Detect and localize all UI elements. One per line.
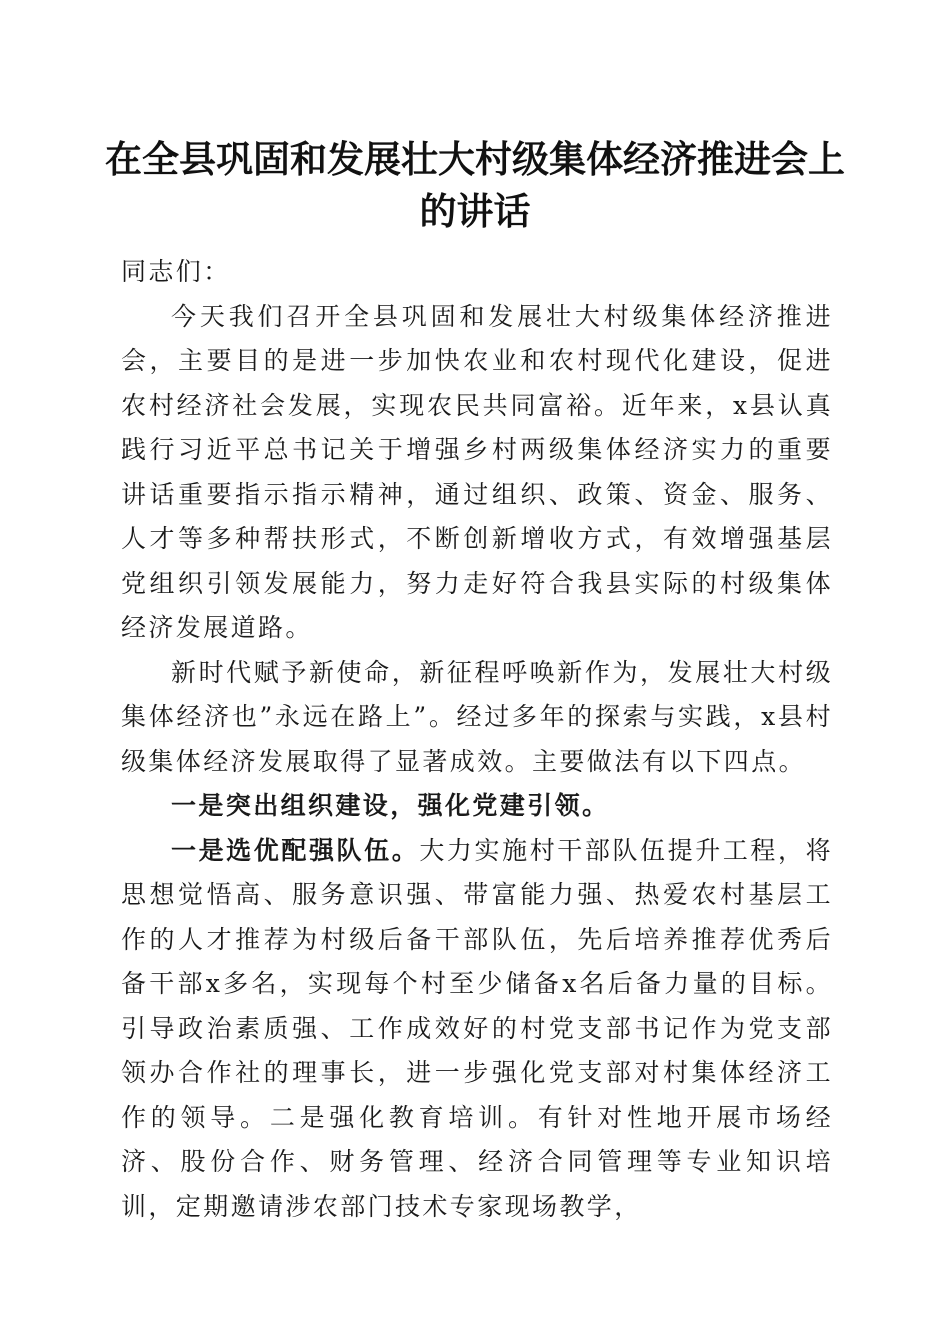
paragraph-1: 今天我们召开全县巩固和发展壮大村级集体经济推进会，主要目的是进一步加快农业和农村现代化建设，促进农村经济社会发展，实现农民共同富裕。近年来，x县认真践行习近平总书记关于增强乡村两级集体经济实力的重要讲话重要指示指示精神，通过组织、政策、资金、服务、人才等多种帮扶形式，不断创新增收方式，有效增强基层党组织引领发展能力，努力走好符合我县实际的村级集体经济发展道路。 xyxy=(121,301,833,642)
paragraph-3 xyxy=(121,829,833,1230)
document-title xyxy=(100,133,850,237)
document-body xyxy=(121,250,833,1229)
section-heading-1: 一是突出组织建设，强化党建引领。 xyxy=(171,791,610,820)
paragraph-3-text: 大力实施村干部队伍提升工程，将思想觉悟高、服务意识强、带富能力强、热爱农村基层工作的人才推荐为村级后备干部队伍，先后培养推荐优秀后备干部x多名，实现每个村至少储备x名后备力量的目标。引导政治素质强、工作成效好的村党支部书记作为党支部领办合作社的理事长，进一步强化党支部对村集体经济工作的领导。二是强化教育培训。有针对性地开展市场经济、股份合作、财务管理、经济合同管理等专业知识培训，定期邀请涉农部门技术专家现场教学， xyxy=(121,835,833,1221)
paragraph-3-lead: 一是选优配强队伍。 xyxy=(171,835,420,865)
paragraph-2: 新时代赋予新使命，新征程呼唤新作为，发展壮大村级集体经济也”永远在路上”。经过多年的探索与实践，x县村级集体经济发展取得了显著成效。主要做法有以下四点。 xyxy=(121,657,833,776)
salutation: 同志们： xyxy=(121,257,231,286)
title-line-2: 的讲话 xyxy=(419,189,531,233)
title-line-1: 在全县巩固和发展壮大村级集体经济推进会上 xyxy=(105,137,845,181)
